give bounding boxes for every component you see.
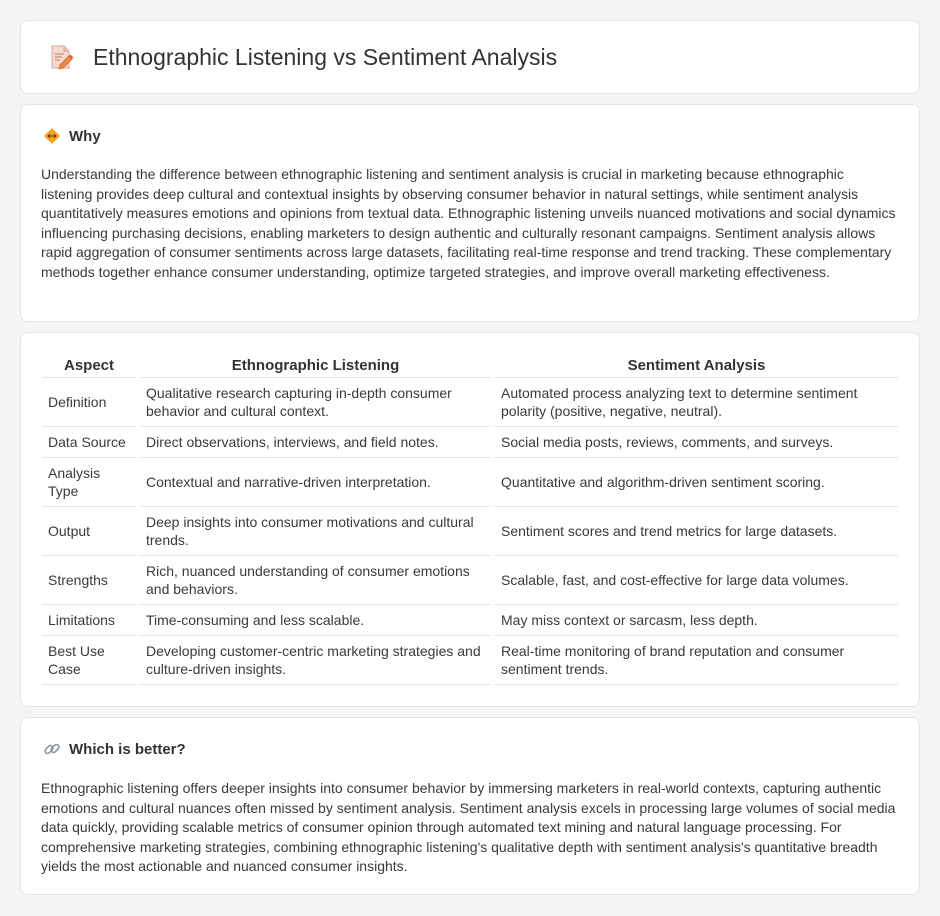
why-header	[43, 127, 101, 145]
ethnographic-cell: Contextual and narrative-driven interpretation.	[138, 458, 493, 507]
ethnographic-cell: Time-consuming and less scalable.	[138, 605, 493, 636]
table-row	[42, 507, 898, 556]
comparison-card	[20, 332, 920, 707]
ethnographic-cell: Deep insights into consumer motivations and cultural trends.	[138, 507, 493, 556]
ethnographic-cell: Rich, nuanced understanding of consumer emotions and behaviors.	[138, 556, 493, 605]
diamond-arrows-icon	[43, 127, 61, 145]
table-row	[42, 636, 898, 685]
header-aspect: Aspect	[42, 355, 138, 378]
sentiment-cell: Quantitative and algorithm-driven sentiment scoring.	[493, 458, 898, 507]
document-pencil-icon	[47, 43, 75, 71]
aspect-cell: Definition	[42, 378, 138, 427]
aspect-cell: Output	[42, 507, 138, 556]
sentiment-cell: May miss context or sarcasm, less depth.	[493, 605, 898, 636]
page-title: Ethnographic Listening vs Sentiment Analysis	[93, 43, 558, 70]
why-heading: Why	[69, 127, 101, 145]
sentiment-cell: Scalable, fast, and cost-effective for large data volumes.	[493, 556, 898, 605]
aspect-cell: Data Source	[42, 427, 138, 458]
table-row	[42, 605, 898, 636]
aspect-cell: Best Use Case	[42, 636, 138, 685]
table-row	[42, 427, 898, 458]
table-row	[42, 458, 898, 507]
header-sentiment: Sentiment Analysis	[493, 355, 898, 378]
table-row	[42, 378, 898, 427]
table-header-row	[42, 355, 898, 378]
better-header	[43, 740, 186, 758]
header-ethnographic: Ethnographic Listening	[138, 355, 493, 378]
sentiment-cell: Social media posts, reviews, comments, and surveys.	[493, 427, 898, 458]
link-icon	[43, 740, 61, 758]
table-row	[42, 556, 898, 605]
sentiment-cell: Sentiment scores and trend metrics for large datasets.	[493, 507, 898, 556]
why-text: Understanding the difference between ethnographic listening and sentiment analysis is crucial in marketing because ethnographic listening provides deep cultural and contextual insights by observing consumer behavior in natural settings, while sentiment analysis quantitatively measures emotions and opinions from textual data. Ethnographic listening unveils nuanced motivations and social dynamics influencing purchasing decisions, enabling marketers to design authentic and culturally resonant campaigns. Sentiment analysis allows rapid aggregation of consumer sentiments across large datasets, facilitating real-time response and trend tracking. These complementary methods together enhance consumer understanding, optimize targeted strategies, and improve overall marketing effectiveness.	[41, 166, 896, 280]
ethnographic-cell: Direct observations, interviews, and field notes.	[138, 427, 493, 458]
ethnographic-cell: Developing customer-centric marketing strategies and culture-driven insights.	[138, 636, 493, 685]
better-card	[20, 717, 920, 895]
better-text: Ethnographic listening offers deeper insights into consumer behavior by immersing marketers in real-world contexts, capturing authentic emotions and cultural nuances often missed by sentiment analysis. Sentiment analysis excels in processing large volumes of social media data quickly, providing scalable metrics of consumer opinion through automated text mining and natural language processing. For comprehensive marketing strategies, combining ethnographic listening's qualitative depth with sentiment analysis's quantitative breadth yields the most actionable and nuanced consumer insights.	[41, 780, 896, 874]
comparison-table	[42, 355, 898, 685]
aspect-cell: Strengths	[42, 556, 138, 605]
ethnographic-cell: Qualitative research capturing in-depth consumer behavior and cultural context.	[138, 378, 493, 427]
title-card	[20, 20, 920, 94]
sentiment-cell: Real-time monitoring of brand reputation and consumer sentiment trends.	[493, 636, 898, 685]
title-row	[47, 43, 557, 71]
aspect-cell: Analysis Type	[42, 458, 138, 507]
why-card	[20, 104, 920, 322]
aspect-cell: Limitations	[42, 605, 138, 636]
sentiment-cell: Automated process analyzing text to determine sentiment polarity (positive, negative, neutral).	[493, 378, 898, 427]
better-heading: Which is better?	[69, 740, 186, 758]
